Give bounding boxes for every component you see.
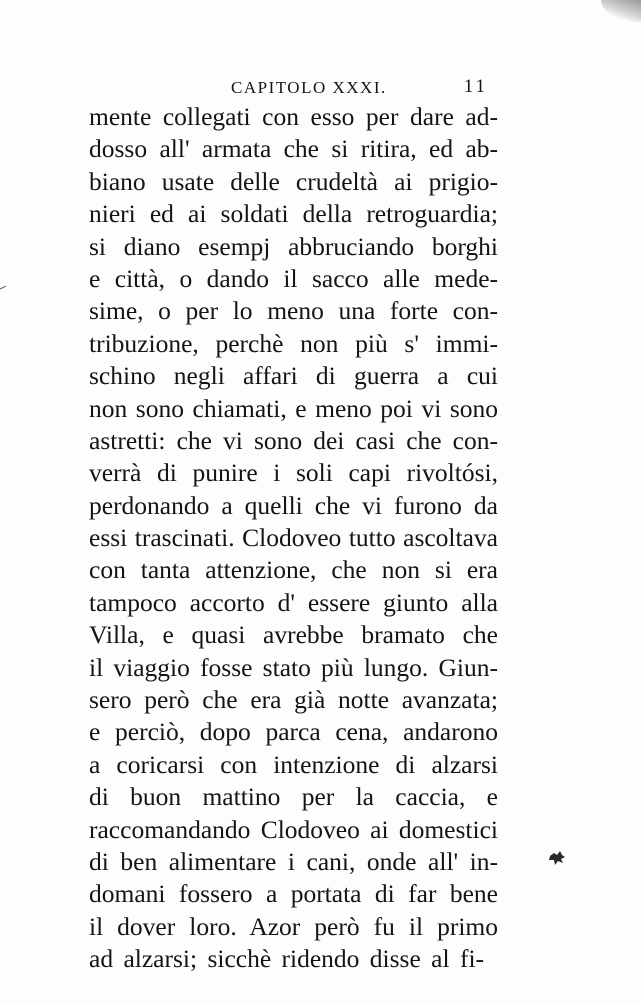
text-line: astretti: che vi sono dei casi che con- [89,425,498,455]
page-corner-shadow [601,0,641,22]
text-line: il viaggio fosse stato più lungo. Giun- [89,652,498,682]
text-line: schino negli affari di guerra a cui [89,361,498,391]
text-line: essi trascinati. Clodoveo tutto ascoltava [89,523,498,553]
running-title: CAPITOLO XXXI. [231,78,387,97]
text-line: tribuzione, perchè non più s' immi- [89,328,498,358]
page-number: 11 [463,76,488,97]
body-text [89,101,498,976]
ink-blot-ornament-icon [548,850,566,866]
text-line: tampoco accorto d' essere giunto alla [89,587,498,617]
margin-mark-icon [0,286,6,290]
text-line: Villa, e quasi avrebbe bramato che [89,620,498,650]
text-line: il dover loro. Azor però fu il primo [89,911,498,941]
text-line: biano usate delle crudeltà ai prigio- [89,166,498,196]
text-line: di ben alimentare i cani, onde all' in- [89,846,498,876]
text-line-last: ad alzarsi; sicchè ridendo disse al fi- [89,944,485,974]
text-line: verrà di punire i soli capi rivoltósi, [89,458,498,488]
text-line: e città, o dando il sacco alle mede- [89,263,498,293]
text-line: con tanta attenzione, che non si era [89,555,498,585]
text-line: dosso all' armata che si ritira, ed ab- [89,134,498,164]
text-line: a coricarsi con intenzione di alzarsi [89,749,498,779]
text-line: non sono chiamati, e meno poi vi sono [89,393,498,423]
text-line: si diano esempj abbruciando borghi [89,231,498,261]
text-line: domani fossero a portata di far bene [89,879,498,909]
text-line: nieri ed ai soldati della retroguardia; [89,199,498,229]
text-line: sero però che era già notte avanzata; [89,685,498,715]
text-line: mente collegati con esso per dare ad- [89,102,498,131]
page-header [89,74,488,102]
text-line: perdonando a quelli che vi furono da [89,490,498,520]
text-line: di buon mattino per la caccia, e [89,782,498,812]
text-line: sime, o per lo meno una forte con- [89,296,498,326]
text-line: e perciò, dopo parca cena, andarono [89,717,498,747]
text-line: raccomandando Clodoveo ai domestici [89,814,498,844]
